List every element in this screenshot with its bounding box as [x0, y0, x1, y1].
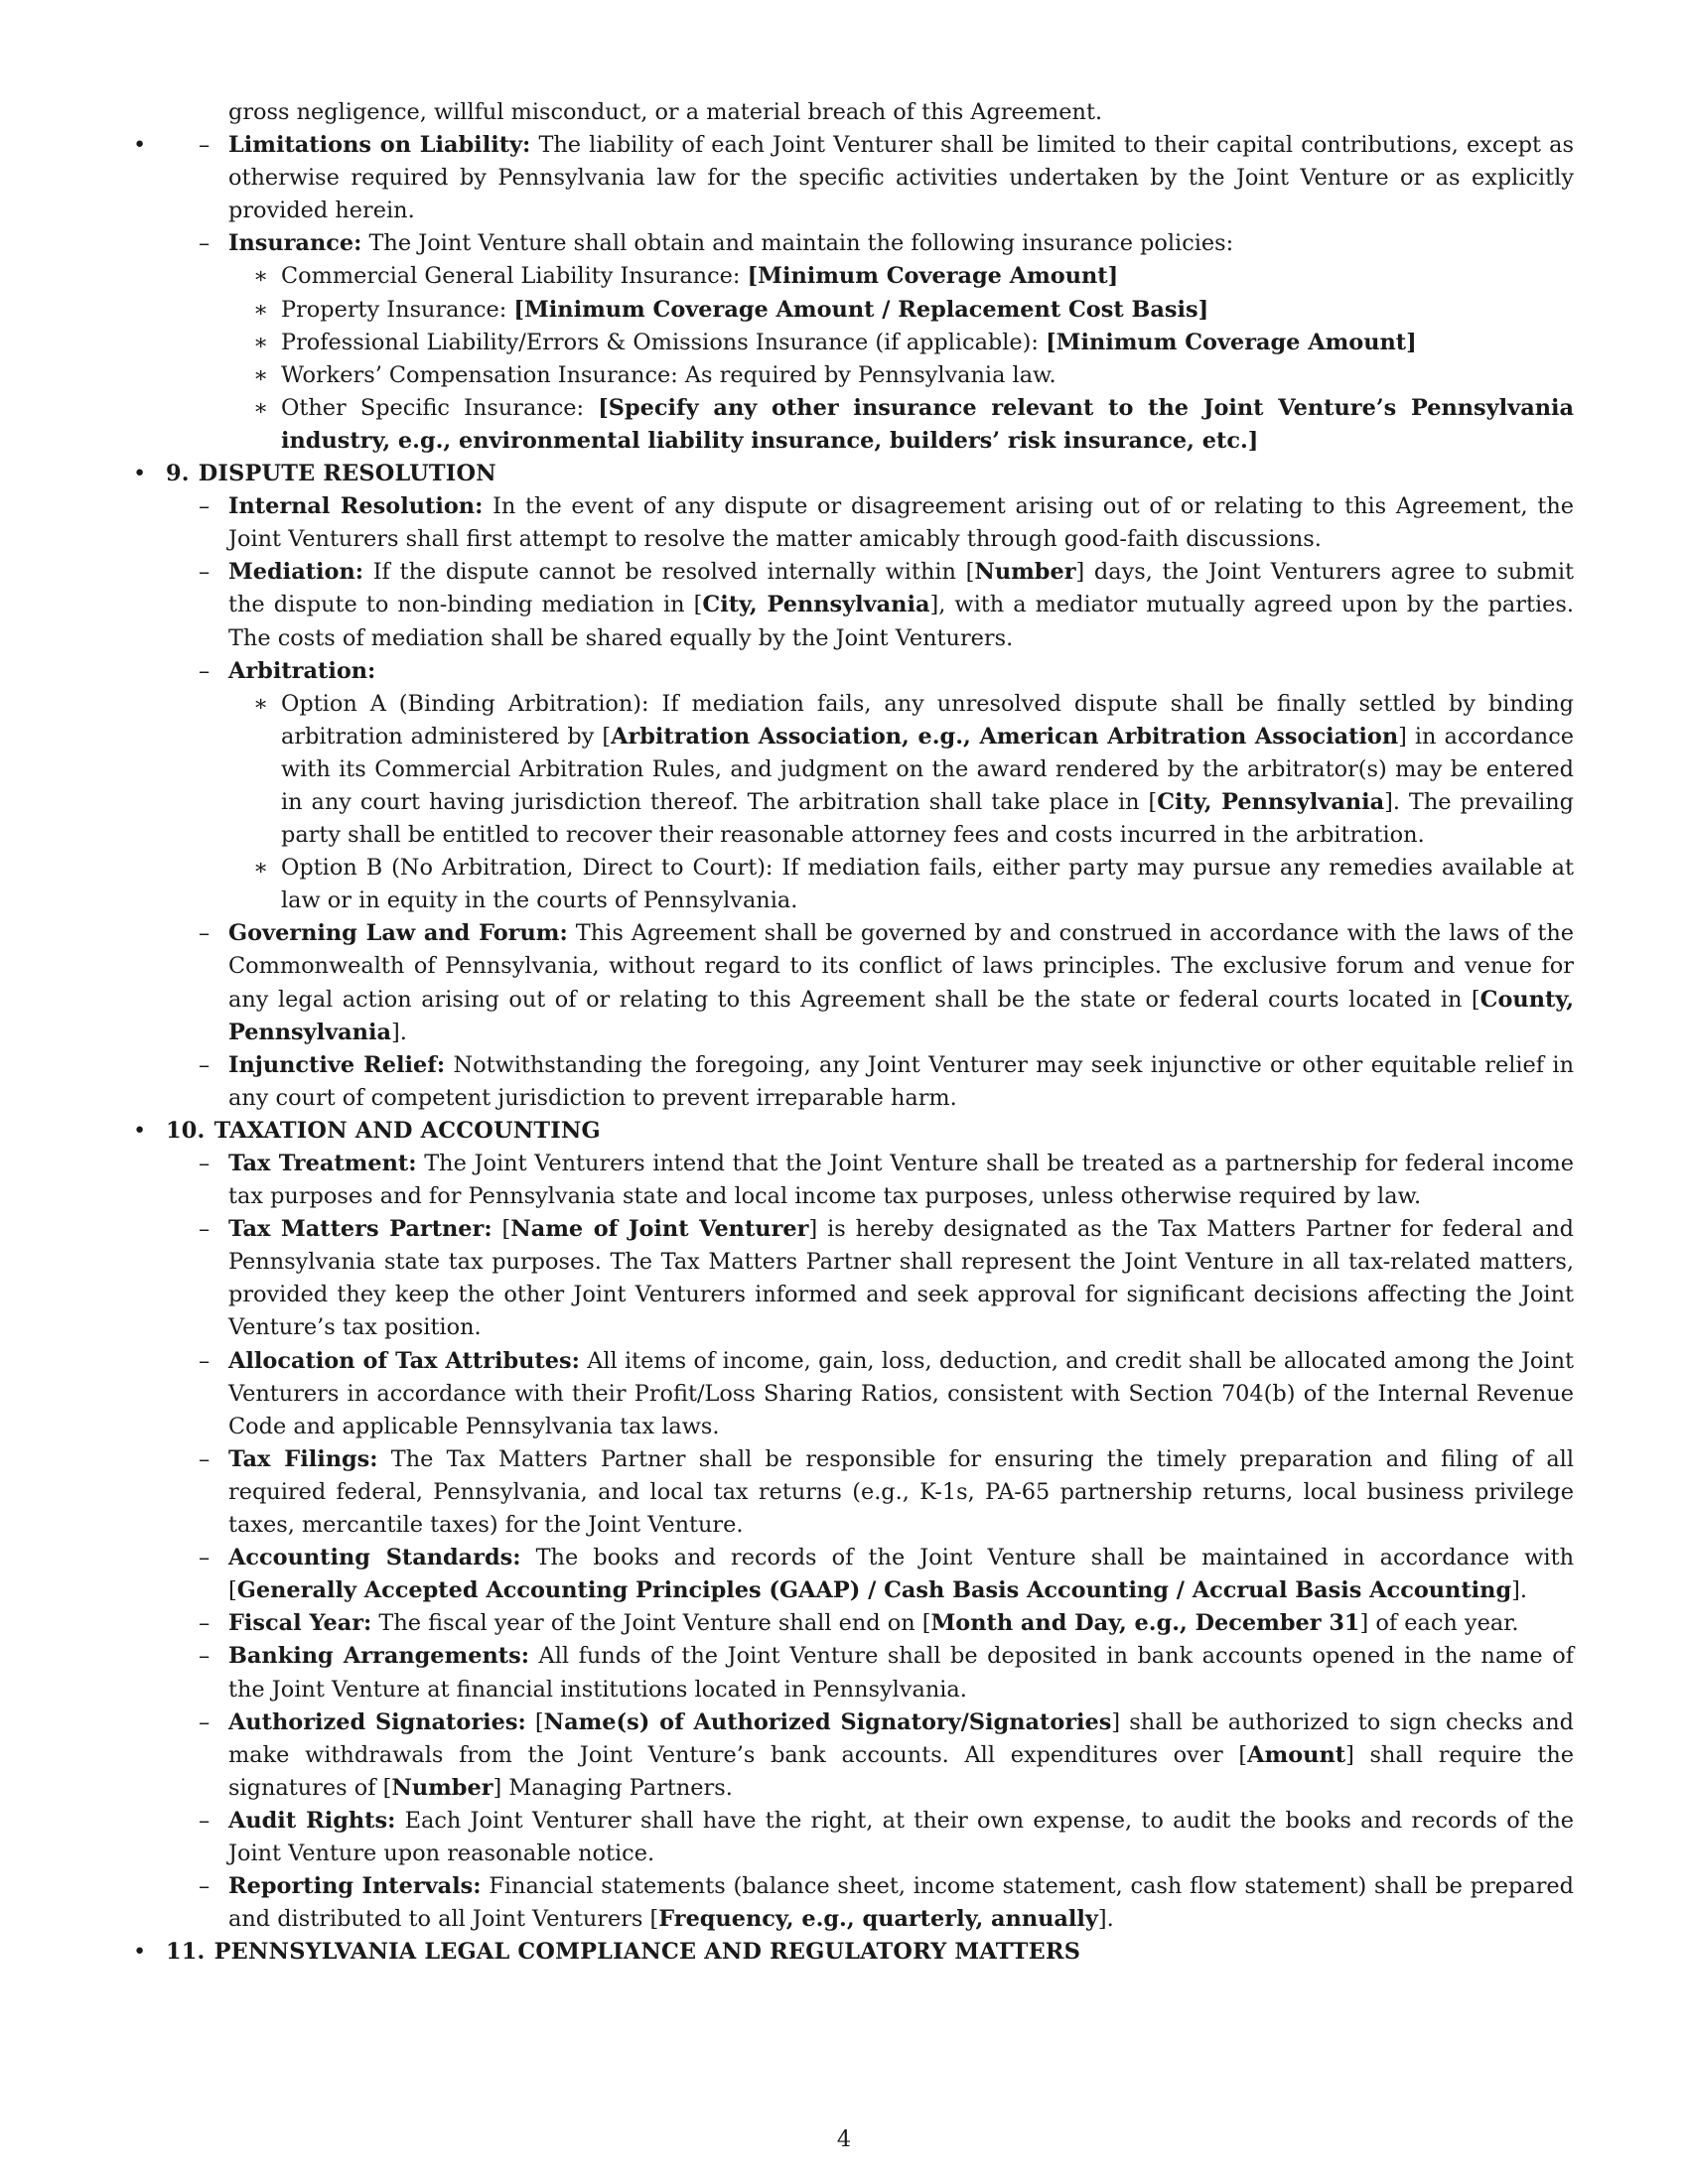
subsection-item [228, 1870, 1574, 1936]
option-text: ] in accordance with its Commercial Arbitration Rules, and judgment on the award rendered by the arbitrator(s) may be entered in any court having jurisdiction thereof. The arbitration shall take place in [ [281, 723, 1574, 815]
section-heading [166, 1115, 1574, 1148]
insurance-item [281, 359, 1574, 392]
subsection-item [228, 1443, 1574, 1542]
subsection-text-bold: Number [974, 559, 1076, 586]
subsection-list [166, 490, 1574, 1115]
subsection-text-bold: Name(s) of Authorized Signatory/Signatories [543, 1708, 1112, 1735]
subsection-text-bold: Audit Rights: [228, 1807, 396, 1834]
insurance-item-placeholder: [Minimum Coverage Amount / Replacement Cost Basis] [513, 296, 1209, 323]
subsection-text: ]. [1097, 1906, 1114, 1933]
subsection-text-bold: County, Pennsylvania [228, 986, 1574, 1045]
subsection-text-bold: Generally Accepted Accounting Principles (GAAP) / Cash Basis Accounting / Accrual Basis Accounting [236, 1577, 1512, 1604]
subsection-text: ]. [390, 1019, 407, 1045]
insurance-item [281, 294, 1574, 327]
subsection-item [228, 1542, 1574, 1607]
lead-list-holder [166, 129, 1574, 458]
subsection-text: The Joint Venture shall obtain and maintain the following insurance policies: [361, 230, 1234, 257]
section-number: 10. [166, 1117, 206, 1144]
option-text: Option A (Binding Arbitration): If mediation fails, any unresolved dispute shall be finally settled by binding arbitration administered by [ [281, 690, 1574, 750]
subsection-text: If the dispute cannot be resolved internally within [ [363, 559, 975, 586]
option-item [281, 688, 1574, 852]
insurance-item-text: Property Insurance: [281, 296, 514, 323]
subsection-item [228, 1805, 1574, 1870]
subsection-text-bold: Tax Filings: [228, 1445, 378, 1472]
insurance-item-placeholder: [Minimum Coverage Amount] [747, 263, 1119, 290]
section-title: PENNSYLVANIA LEGAL COMPLIANCE AND REGULATORY MATTERS [213, 1939, 1081, 1966]
subsection-text-bold: Number [391, 1774, 493, 1801]
section-title: DISPUTE RESOLUTION [198, 461, 496, 487]
subsection-item [228, 490, 1574, 556]
subsection-item [228, 1640, 1574, 1706]
insurance-list [228, 260, 1574, 458]
section-number: 11. [166, 1939, 206, 1966]
subsection-item [228, 556, 1574, 654]
subsection-item [228, 1148, 1574, 1213]
subsection-text-bold: Frequency, e.g., quarterly, annually [658, 1906, 1098, 1933]
subsection-text: The books and records of the Joint Venture shall be maintained in accordance with [ [228, 1545, 1574, 1604]
subsection-text: ]. [1511, 1577, 1527, 1604]
subsection-text: Financial statements (balance sheet, income statement, cash flow statement) shall be prepared and distributed to all Joint Venturers [ [228, 1873, 1574, 1933]
subsection-text: All items of income, gain, loss, deduction, and credit shall be allocated among the Joint Venturers in accordance with their Profit/Loss Sharing Ratios, consistent with Section 704(b) of the Internal Revenue Code and applicable Pennsylvania tax laws. [228, 1347, 1574, 1439]
insurance-item-text: Professional Liability/Errors & Omissions Insurance (if applicable): [281, 329, 1047, 355]
insurance-item-placeholder: [Minimum Coverage Amount] [1046, 329, 1417, 355]
subsection-item [228, 655, 1574, 918]
subsection-text-bold: Mediation: [228, 559, 364, 586]
subsection-item [228, 1706, 1574, 1805]
option-text: Option B (No Arbitration, Direct to Court): If mediation fails, either party may pursue any remedies available at law or in equity in the courts of Pennsylvania. [281, 855, 1574, 914]
insurance-item [281, 327, 1574, 359]
sections-list [124, 458, 1574, 1969]
subsection-text: Each Joint Venturer shall have the right, at their own expense, to audit the books and records of the Joint Venture upon reasonable notice. [228, 1807, 1574, 1866]
subsection-text: The Joint Venturers intend that the Joint Venture shall be treated as a partnership for federal income tax purposes and for Pennsylvania state and local income tax purposes, unless otherwise required by law. [228, 1151, 1574, 1210]
section-heading [166, 458, 1574, 490]
page-content [124, 96, 1574, 1969]
insurance-item [281, 392, 1574, 458]
insurance-item-text: Other Specific Insurance: [281, 394, 599, 421]
subsection-text-bold: Accounting Standards: [228, 1545, 521, 1571]
lead-subsection-list [166, 129, 1574, 458]
subsection-item [228, 917, 1574, 1048]
subsection-text-bold: Internal Resolution: [228, 493, 484, 520]
subsection-title: Insurance: [228, 230, 362, 257]
paragraph-continuation: gross negligence, willful misconduct, or a material breach of this Agreement. [228, 99, 1103, 125]
subsection-text-bold: Injunctive Relief: [228, 1051, 446, 1078]
subsection-text-bold: Reporting Intervals: [228, 1873, 482, 1900]
subsection-text: ] of each year. [1359, 1610, 1519, 1637]
subsection-text-bold: Authorized Signatories: [228, 1708, 526, 1735]
subsection-item [228, 1049, 1574, 1115]
subsection-text: All funds of the Joint Venture shall be deposited in bank accounts opened in the name of the Joint Venture at financial institutions located in Pennsylvania. [228, 1643, 1574, 1703]
option-text: ]. The prevailing party shall be entitled to recover their reasonable attorney fees and costs incurred in the arbitration. [281, 788, 1574, 849]
subsection-item [228, 1345, 1574, 1443]
section-10 [166, 1115, 1574, 1936]
section-11 [166, 1936, 1574, 1969]
subsection-text-bold: Arbitration: [228, 657, 376, 684]
insurance-item-text: Commercial General Liability Insurance: [281, 263, 748, 290]
insurance-item [281, 260, 1574, 293]
insurance-item-placeholder: [Specify any other insurance relevant to the Joint Venture’s Pennsylvania industry, e.g., environmental liability insurance, builders’ risk insurance, etc.] [281, 394, 1574, 454]
section-heading [166, 1936, 1574, 1969]
subsection-text-bold: Tax Treatment: [228, 1151, 417, 1176]
subsection-text: ], with a mediator mutually agreed upon by the parties. The costs of mediation shall be shared equally by the Joint Venturers. [228, 592, 1574, 651]
subsection-text: This Agreement shall be governed by and construed in accordance with the laws of the Commonwealth of Pennsylvania, without regard to its conflict of laws principles. The exclusive forum and venue for any legal action arising out of or relating to this Agreement shall be the state or federal courts located in [ [228, 920, 1574, 1013]
subsection-text-bold: Banking Arrangements: [228, 1643, 529, 1670]
section-title: TAXATION AND ACCOUNTING [213, 1117, 601, 1144]
subsection-text-bold: Governing Law and Forum: [228, 920, 568, 947]
subsection-text: ] shall require the signatures of [ [228, 1741, 1574, 1801]
subsection-text: [ [525, 1708, 544, 1735]
subsection-item [228, 1213, 1574, 1344]
subsection-text-bold: Tax Matters Partner: [228, 1216, 492, 1243]
subsection-text: The Tax Matters Partner shall be responsible for ensuring the timely preparation and filing of all required federal, Pennsylvania, and local tax returns (e.g., K-1s, PA-65 partnership returns, local business privilege taxes, mercantile taxes) for the Joint Venture. [228, 1445, 1574, 1539]
subsection-text-bold: Month and Day, e.g., December 31 [930, 1610, 1360, 1637]
subsection-text: ] Managing Partners. [492, 1774, 733, 1801]
subsection-text: ] shall be authorized to sign checks and make withdrawals from the Joint Venture’s bank accounts. All expenditures over [ [228, 1708, 1574, 1768]
subsection-text: ] is hereby designated as the Tax Matters Partner for federal and Pennsylvania state tax purposes. The Tax Matters Partner shall represent the Joint Venture in all tax-related matters, provided they keep the other Joint Venturers informed and seek approval for significant decisions affecting the Joint Venture’s tax position. [228, 1216, 1575, 1341]
insurance-item-text: Workers’ Compensation Insurance: As required by Pennsylvania law. [281, 361, 1056, 388]
subsection-item [228, 1607, 1574, 1640]
lead-list [124, 129, 1574, 458]
subsection-text-bold: Fiscal Year: [228, 1610, 372, 1637]
section-9 [166, 458, 1574, 1115]
subsection-item [228, 227, 1574, 458]
subsection-item [228, 129, 1574, 227]
subsection-text-bold: Name of Joint Venturer [510, 1216, 809, 1243]
subsection-text-bold: Allocation of Tax Attributes: [228, 1347, 580, 1374]
subsection-text: In the event of any dispute or disagreement arising out of or relating to this Agreement, the Joint Venturers shall first attempt to resolve the matter amicably through good-faith discussions. [228, 493, 1575, 553]
subsection-text: The fiscal year of the Joint Venture shall end on [ [371, 1610, 931, 1637]
subsection-text-bold: Amount [1247, 1741, 1346, 1768]
subsection-text-bold: City, Pennsylvania [702, 592, 930, 618]
subsection-text: The liability of each Joint Venturer shall be limited to their capital contributions, except as otherwise required by Pennsylvania law for the specific activities undertaken by the Joint Venture or as explicitly provided herein. [228, 132, 1574, 224]
subsection-title: Limitations on Liability: [228, 132, 531, 159]
option-list [228, 688, 1574, 918]
option-item [281, 852, 1574, 917]
option-text-bold: Arbitration Association, e.g., American Arbitration Association [611, 723, 1399, 750]
option-text-bold: City, Pennsylvania [1157, 788, 1385, 815]
section-number: 9. [166, 461, 190, 487]
subsection-text: ] days, the Joint Venturers agree to submit the dispute to non-binding mediation in [ [228, 559, 1574, 618]
page-number: 4 [836, 2126, 852, 2152]
subsection-text: Notwithstanding the foregoing, any Joint Venturer may seek injunctive or other equitable relief in any court of competent jurisdiction to prevent irreparable harm. [228, 1051, 1575, 1111]
subsection-list [166, 1148, 1574, 1936]
subsection-text: [ [492, 1216, 511, 1243]
